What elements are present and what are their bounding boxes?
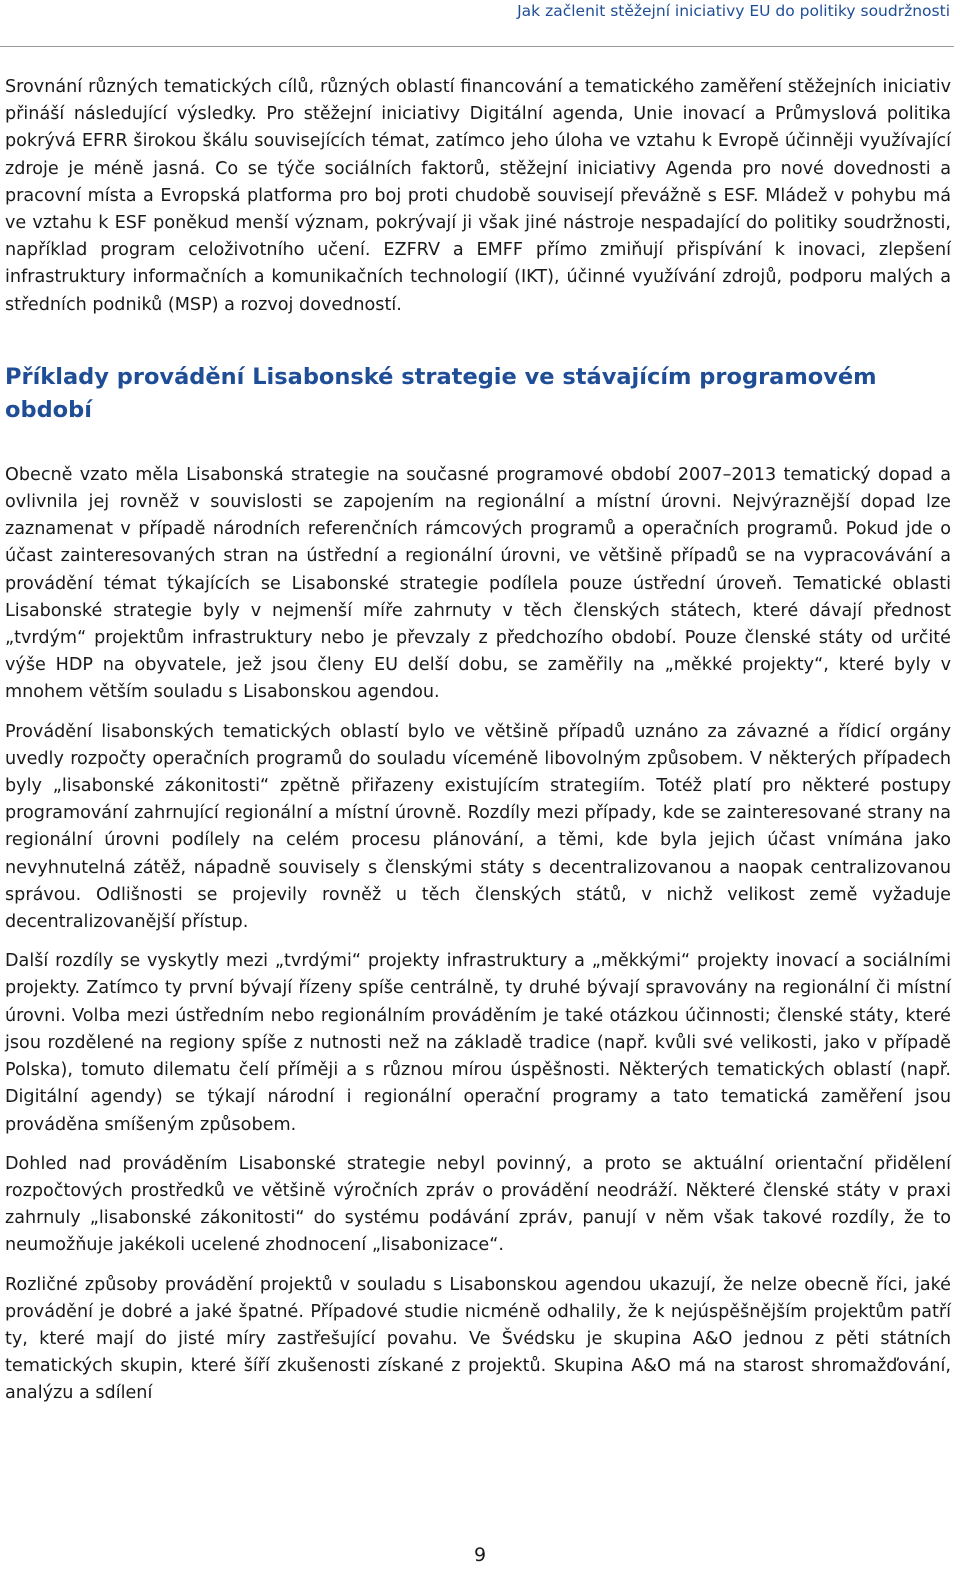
paragraph-2: Obecně vzato měla Lisabonská strategie na současné programové období 2007–2013 tematický dopad a ovlivnila jej rovněž v souvislosti se zapojením na regionální a místní úrovni. Nejvýraznější dopad lze zaznamenat v případě národních referenčních rámcových programů a operačních programů. Pokud jde o účast zainteresovaných stran na ústřední a regionální úrovni, ve většině případů se na vypracovávání a provádění témat týkajících se Lisabonské strategie podílela pouze ústřední úroveň. Tematické oblasti Lisabonské strategie byly v nejmenší míře zahrnuty v těch členských státech, které dávají přednost „tvrdým“ projektům infrastruktury nebo je převzaly z předchozího období. Pouze členské státy od určité výše HDP na obyvatele, jež jsou členy EU delší dobu, se zaměřily na „měkké projekty“, které byly v mnohem větším souladu s Lisabonskou agendou. bbox=[5, 464, 951, 703]
section-heading: Příklady provádění Lisabonské strategie ve stávajícím programovém období bbox=[5, 363, 877, 423]
paragraph-3: Provádění lisabonských tematických oblastí bylo ve většině případů uznáno za závazné a řídicí orgány uvedly rozpočty operačních programů do souladu víceméně libovolným způsobem. V některých případech byly „lisabonské zákonitosti“ zpětně přiřazeny existujícím strategiím. Totéž platí pro některé postupy programování zahrnující regionální a místní úrovně. Rozdíly mezi případy, kde se zainteresované strany na regionální úrovni podílely na celém procesu plánování, a těmi, kde byla jejich účast vnímána jako nevyhnutelná zátěž, nápadně souvisely s členskými státy s decentralizovanou a naopak centralizovanou správou. Odlišnosti se projevily rovněž u těch členských států, v nichž velikost země vyžaduje decentralizovanější přístup. bbox=[5, 721, 951, 933]
page-number: 9 bbox=[473, 1544, 487, 1566]
paragraph-4: Další rozdíly se vyskytly mezi „tvrdými“ projekty infrastruktury a „měkkými“ projekty inovací a sociálními projekty. Zatímco ty první bývají řízeny spíše centrálně, ty druhé bývají spravovány na regionální či místní úrovni. Volba mezi ústředním nebo regionálním prováděním je také otázkou účinnosti; členské státy, které jsou rozdělené na regiony spíše z nutnosti než na základě tradice (např. kvůli své velikosti, jako v případě Polska), tomuto dilematu čelí příměji a s různou mírou úspěšnosti. Některých tematických oblastí (např. Digitální agendy) se týkají národní i regionální operační programy a tato tematická zaměření jsou prováděna smíšeným způsobem. bbox=[5, 951, 951, 1135]
paragraph-6: Rozličné způsoby provádění projektů v souladu s Lisabonskou agendou ukazují, že nelze obecně říci, jaké provádění je dobré a jaké špatné. Případové studie nicméně odhalily, že k nejúspěšnějším projektům patří ty, které mají do jisté míry zastřešující povahu. Ve Švédsku je skupina A&O jednou z pěti státních tematických skupin, které šíří zkušenosti získané z projektů. Skupina A&O má na starost shromažďování, analýzu a sdílení bbox=[5, 1274, 951, 1404]
header-divider bbox=[0, 46, 954, 47]
document-body bbox=[5, 74, 951, 1420]
paragraph-5: Dohled nad prováděním Lisabonské strategie nebyl povinný, a proto se aktuální orientační přidělení rozpočtových prostředků ve většině výročních zpráv o provádění neodráží. Některé členské státy v praxi zahrnuly „lisabonské zákonitosti“ do systému podávání zpráv, panují v něm však takové rozdíly, že to neumožňuje jakékoli ucelené zhodnocení „lisabonizace“. bbox=[5, 1153, 951, 1256]
running-header-title: Jak začlenit stěžejní iniciativy EU do politiky soudržnosti bbox=[517, 2, 950, 20]
paragraph-1: Srovnání různých tematických cílů, různých oblastí financování a tematického zaměření stěžejních iniciativ přináší následující výsledky. Pro stěžejní iniciativy Digitální agenda, Unie inovací a Průmyslová politika pokrývá EFRR širokou škálu souvisejících témat, zatímco jeho úloha ve vztahu k Evropě účinněji využívající zdroje je méně jasná. Co se týče sociálních faktorů, stěžejní iniciativy Agenda pro nové dovednosti a pracovní místa a Evropská platforma pro boj proti chudobě souvisejí převážně s ESF. Mládež v pohybu má ve vztahu k ESF poněkud menší význam, pokrývají ji však jiné nástroje nespadající do politiky soudržnosti, například program celoživotního učení. EZFRV a EMFF přímo zmiňují přispívání k inovaci, zlepšení infrastruktury informačních a komunikačních technologií (IKT), účinné využívání zdrojů, podporu malých a středních podniků (MSP) a rozvoj dovedností. bbox=[5, 77, 951, 315]
